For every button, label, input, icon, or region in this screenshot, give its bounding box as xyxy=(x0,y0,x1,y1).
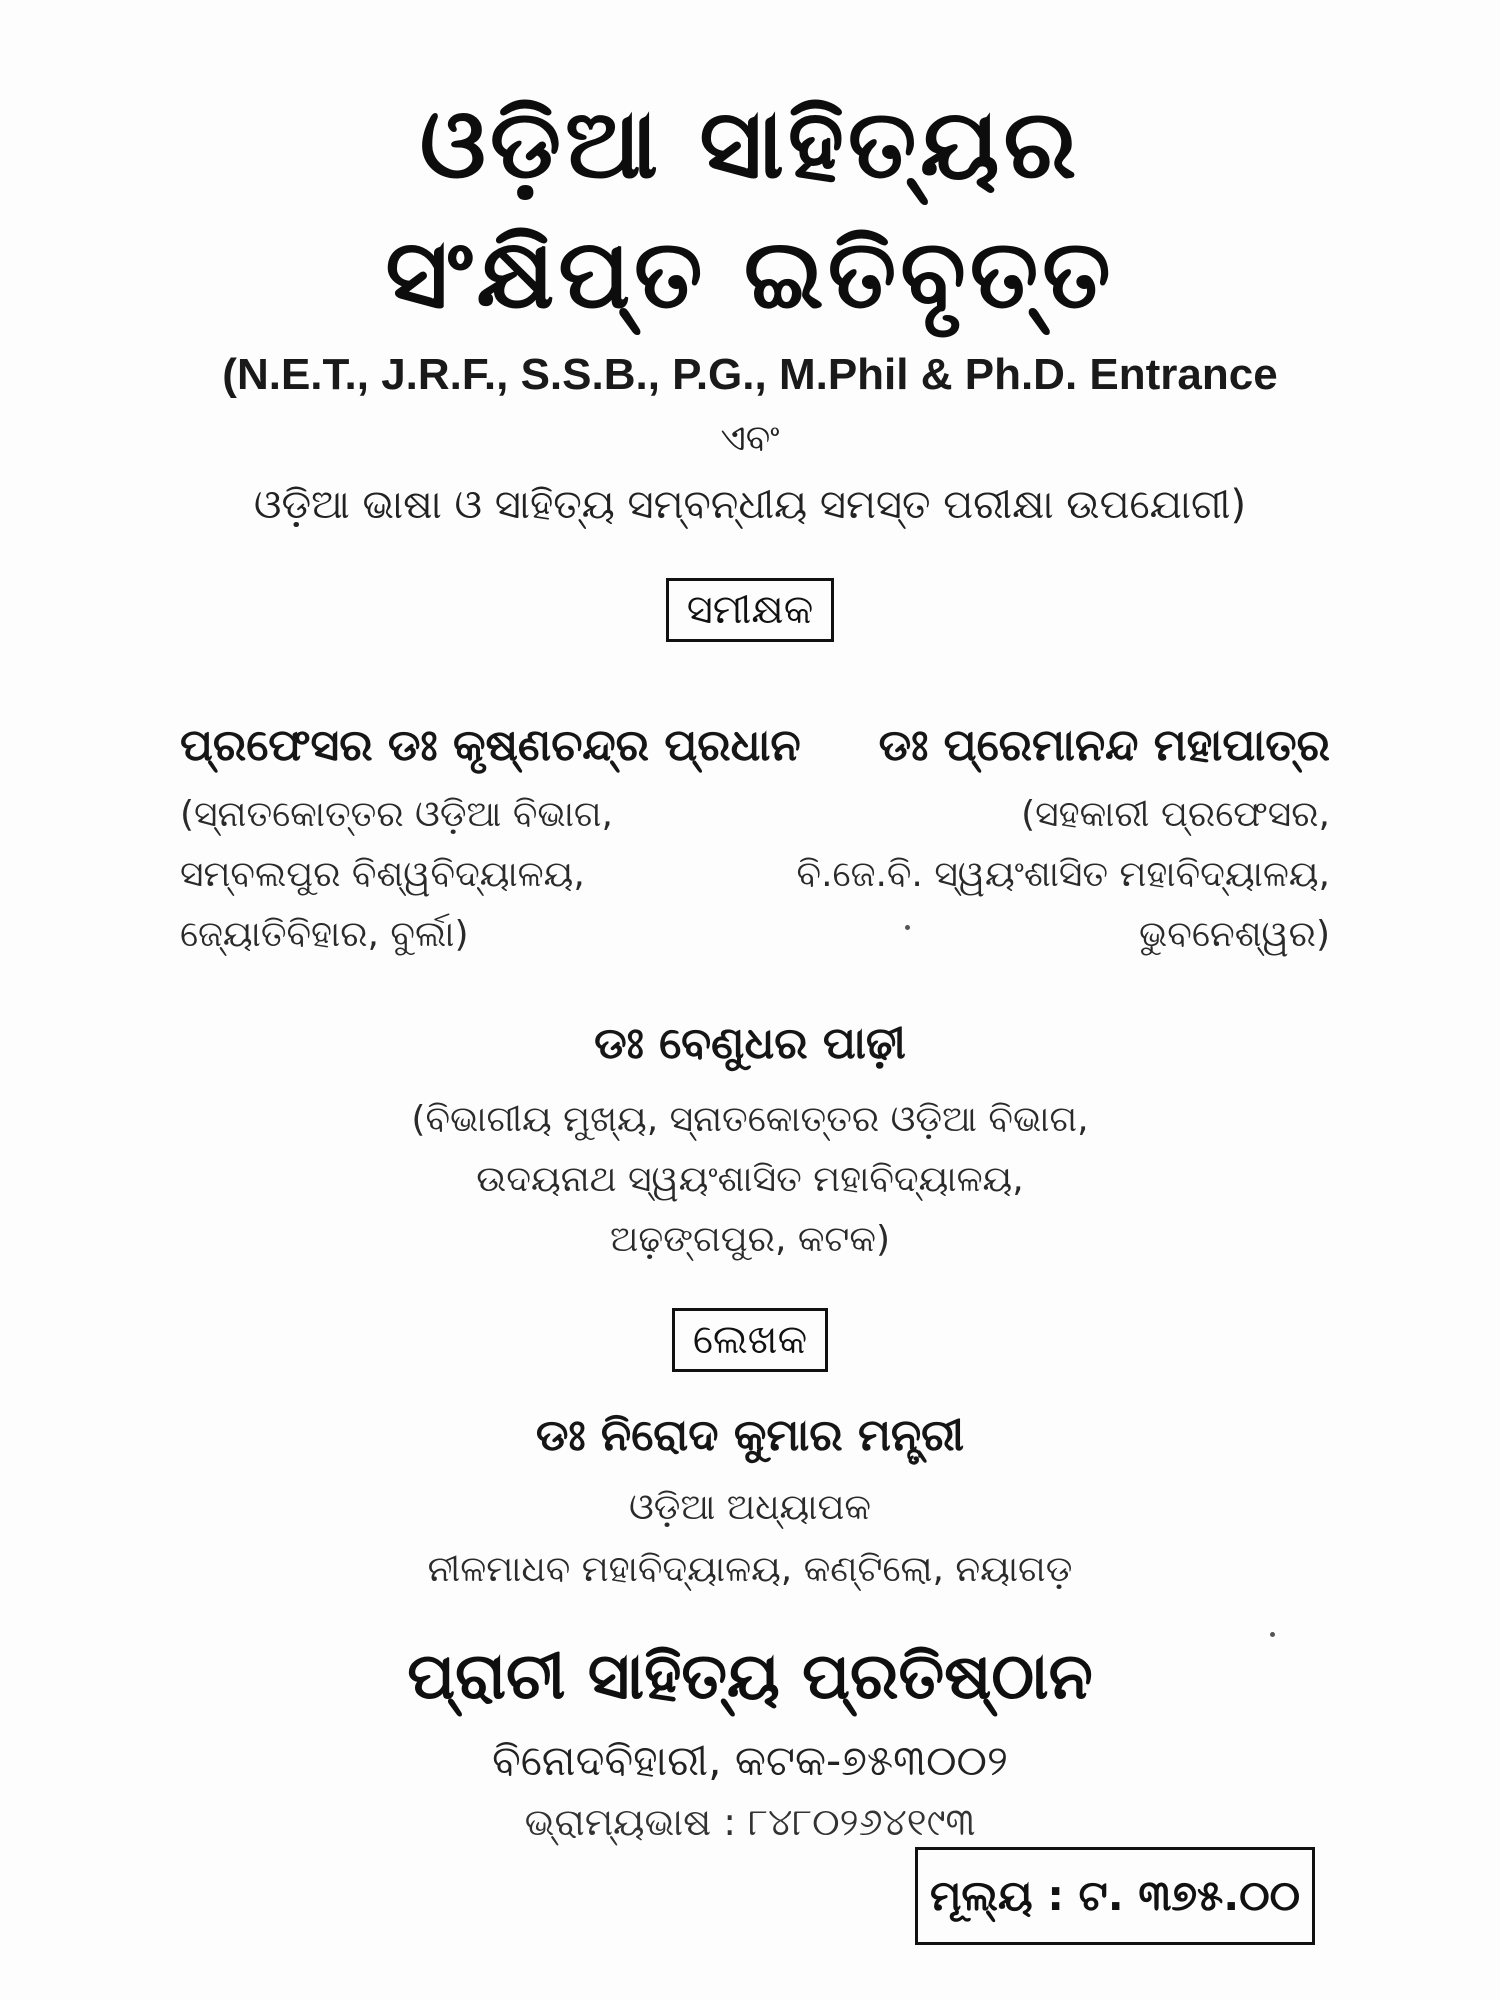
reviewer-right-name: ଡଃ ପ୍ରେମାନନ୍ଦ ମହାପାତ୍ର xyxy=(878,720,1330,771)
reviewer-center-aff-2: ଉଦୟନାଥ ସ୍ୱୟଂଶାସିତ ମହାବିଦ୍ୟାଳୟ, xyxy=(476,1159,1024,1200)
print-speck-2 xyxy=(1270,1632,1275,1637)
author-college: ନୀଳମାଧବ ମହାବିଦ୍ୟାଳୟ, କଣ୍ଟିଲୋ, ନୟାଗଡ଼ xyxy=(427,1549,1073,1590)
author-heading-wrap xyxy=(0,1308,1500,1372)
book-title-line-2: ସଂକ୍ଷିପ୍ତ ଇତିବୃତ୍ତ xyxy=(385,218,1115,330)
price: ମୂଲ୍ୟ : ଟ. ୩୭୫.୦୦ xyxy=(929,1871,1301,1920)
reviewer-left-aff-3: ଜ୍ୟୋତିବିହାର, ବୁର୍ଲା) xyxy=(180,914,469,955)
reviewer-center-aff-3: ଅଢ଼ଙ୍ଗପୁର, କଟକ) xyxy=(609,1219,891,1260)
author-heading: ଲେଖକ xyxy=(672,1308,828,1372)
author-name: ଡଃ ନିରୋଦ କୁମାର ମନ୍ତ୍ରୀ xyxy=(535,1410,965,1461)
reviewer-center-aff-1: (ବିଭାଗୀୟ ମୁଖ୍ୟ, ସ୍ନାତକୋତ୍ତର ଓଡ଼ିଆ ବିଭାଗ, xyxy=(411,1099,1089,1140)
author-role: ଓଡ଼ିଆ ଅଧ୍ୟାପକ xyxy=(629,1487,871,1528)
reviewer-left-aff-1: (ସ୍ନାତକୋତ୍ତର ଓଡ଼ିଆ ବିଭାଗ, xyxy=(180,794,613,835)
conjunction: ଏବଂ xyxy=(720,418,780,459)
reviewer-left-aff-2: ସମ୍ବଲପୁର ବିଶ୍ୱବିଦ୍ୟାଳୟ, xyxy=(180,854,585,895)
print-speck xyxy=(905,925,910,930)
reviewer-center-name: ଡଃ ବେଣୁଧର ପାଢ଼ୀ xyxy=(594,1018,906,1069)
reviewer-right-aff-1: (ସହକାରୀ ପ୍ରଫେସର, xyxy=(1021,794,1330,835)
publisher-phone: ଭ୍ରାମ୍ୟଭାଷ : ୮୪୮୦୨୬୪୧୯୩ xyxy=(524,1800,976,1844)
reviewer-right-aff-3: ଭୁବନେଶ୍ୱର) xyxy=(1138,914,1330,955)
usage-note: ଓଡ଼ିଆ ଭାଷା ଓ ସାହିତ୍ୟ ସମ୍ବନ୍ଧୀୟ ସମସ୍ତ ପରୀକ୍ଷା ଉପଯୋଗୀ) xyxy=(253,482,1247,528)
reviewer-left-name: ପ୍ରଫେସର ଡଃ କୃଷ୍ଣଚନ୍ଦ୍ର ପ୍ରଧାନ xyxy=(180,720,801,771)
reviewer-right-aff-2: ବି.ଜେ.ବି. ସ୍ୱୟଂଶାସିତ ମହାବିଦ୍ୟାଳୟ, xyxy=(796,854,1330,895)
reviewer-right xyxy=(690,720,1330,965)
publisher-address: ବିନୋଦବିହାରୀ, କଟକ-୭୫୩୦୦୨ xyxy=(492,1736,1008,1785)
publisher-name: ପ୍ରାଚୀ ସାହିତ୍ୟ ପ୍ରତିଷ୍ଠାନ xyxy=(407,1640,1093,1714)
reviewers-heading-wrap xyxy=(0,578,1500,642)
reviewers-heading: ସମୀକ୍ଷକ xyxy=(666,578,835,642)
book-title-line-1: ଓଡ଼ିଆ ସାହିତ୍ୟର xyxy=(419,88,1081,200)
price-box xyxy=(915,1847,1315,1945)
exam-list: (N.E.T., J.R.F., S.S.B., P.G., M.Phil & Ph.D. Entrance xyxy=(222,350,1278,399)
